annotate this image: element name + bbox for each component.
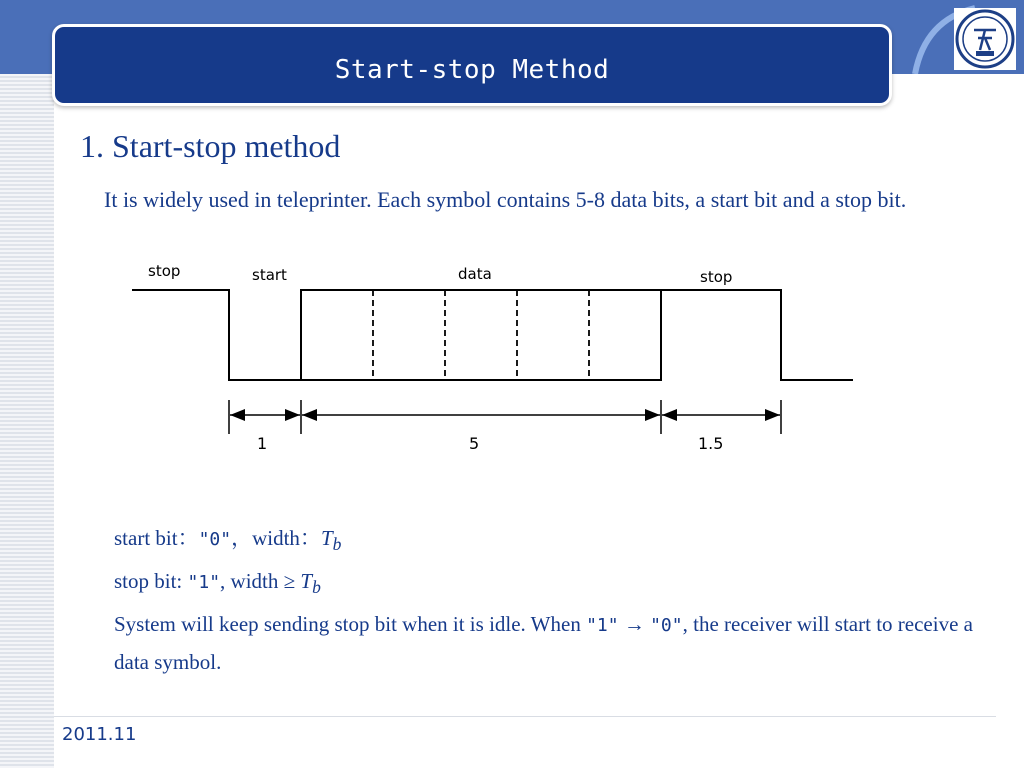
stop-bit-value: "1"	[187, 572, 221, 594]
start-bit-line	[114, 520, 974, 563]
transition-from: "1"	[586, 615, 619, 637]
start-bit-width-label: ，width：	[231, 526, 321, 550]
section-heading: 1. Start-stop method	[80, 128, 341, 164]
duration-start: 1	[257, 434, 268, 453]
stop-bit-label: stop bit:	[114, 569, 188, 594]
start-bit-width-subscript: b	[332, 534, 342, 555]
idle-description	[114, 606, 974, 681]
notes-block	[114, 520, 974, 681]
transition-to: "0"	[650, 615, 683, 637]
start-stop-timing-diagram	[120, 252, 880, 462]
start-bit-label: start bit：	[114, 526, 199, 550]
label-stop-left: stop	[148, 262, 181, 280]
start-bit-value: "0"	[198, 529, 232, 550]
label-stop-right: stop	[700, 268, 733, 286]
intro-paragraph: It is widely used in teleprinter. Each symbol contains 5-8 data bits, a start bit and a stop bit.	[104, 187, 907, 212]
start-bit-width-symbol: T	[320, 526, 333, 550]
duration-data: 5	[469, 434, 480, 453]
university-logo	[954, 8, 1016, 70]
idle-text-start: System will keep sending stop bit when it is idle. When	[114, 612, 587, 637]
footer-divider	[54, 716, 996, 717]
stop-bit-width-label: , width ≥	[220, 569, 301, 594]
title-bar	[52, 24, 892, 106]
stop-bit-line	[114, 563, 974, 606]
label-data: data	[458, 265, 492, 283]
label-start: start	[252, 266, 287, 284]
idle-text-end: , the receiver will start to receive a data symbol.	[114, 612, 973, 675]
transition-arrow: →	[618, 612, 651, 637]
left-decoration	[0, 74, 54, 768]
signal-waveform	[132, 290, 853, 380]
footer-date: 2011.11	[62, 724, 137, 745]
duration-stop: 1.5	[698, 434, 724, 453]
stop-bit-width-subscript: b	[312, 577, 321, 598]
slide-title: Start-stop Method	[334, 55, 610, 85]
stop-bit-width-symbol: T	[300, 569, 313, 594]
